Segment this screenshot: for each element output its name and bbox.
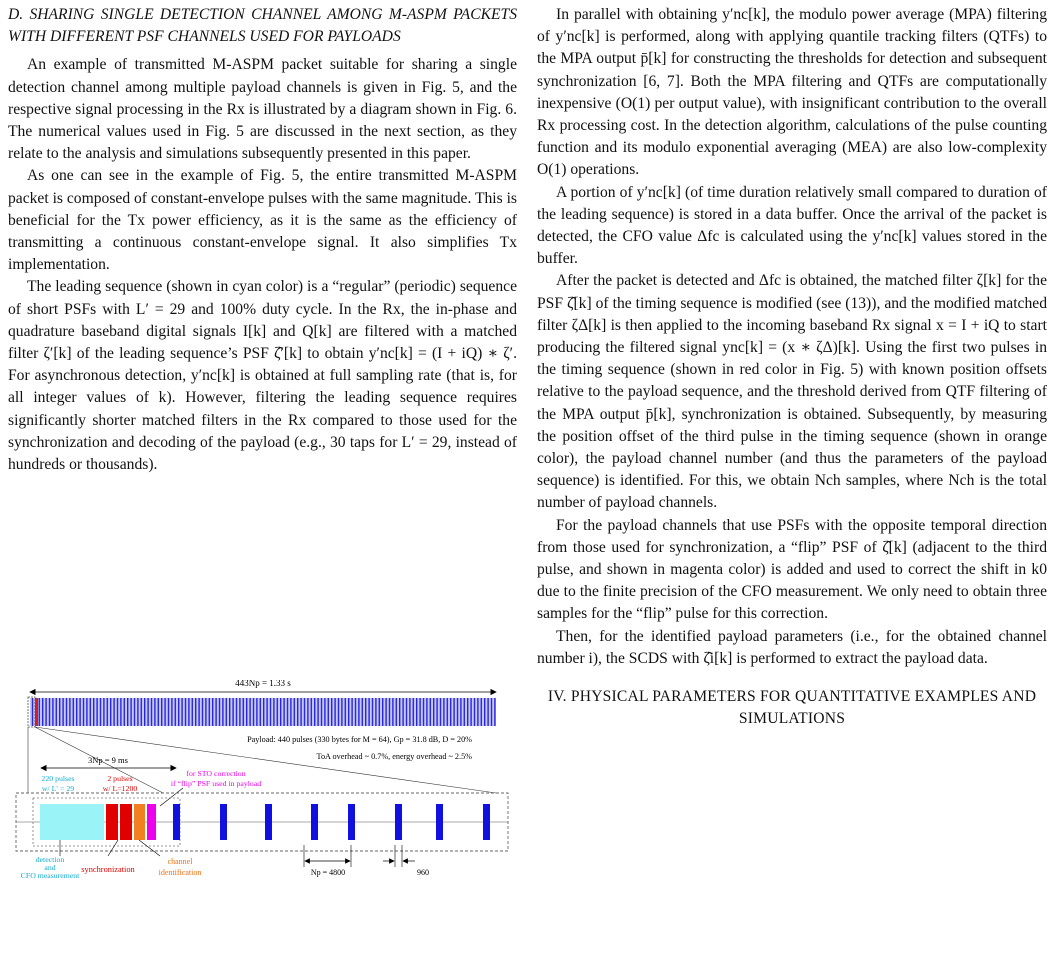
channel-pointer: [139, 840, 160, 856]
paragraph: Then, for the identified payload parameters (i.e., for the obtained channel number i), the SCDS with ζ̂i[k] is performed to extract the payload data.: [537, 627, 1047, 667]
spacing-label: 960: [417, 868, 429, 877]
leading-label-line2: w/ L′ = 29: [41, 784, 75, 793]
sync-label-line2: w/ L=1200: [102, 784, 138, 793]
sto-label-line1: for STO correction: [186, 769, 246, 778]
leading-label-line1: 220 pulses: [41, 774, 75, 783]
payload-pulse: [395, 804, 402, 840]
paragraph: For the payload channels that use PSFs with the opposite temporal direction from those used for synchronization, a “flip” PSF of ζ̂[k] (adjacent to the third pulse, and shown in magenta color) is added and used to correct the shift in k0 due to the finite precision of the CFO measurement. We only need to obtain three samples for the “flip” pulse for this correction.: [537, 516, 1047, 623]
np-label: Np = 4800: [310, 868, 346, 877]
sync-pulse-2: [120, 804, 132, 840]
payload-label: Payload: 440 pulses (330 bytes for M = 64), Gp = 31.8 dB, D = 20%: [247, 735, 472, 744]
channel-label-line1: channel: [167, 857, 193, 866]
flip-pulse: [147, 804, 156, 840]
paragraph: As one can see in the example of Fig. 5, the entire transmitted M-ASPM packet is composed of constant-envelope pulses with the same magnitude. This is beneficial for the Tx power efficiency, as it is the same as the efficiency of transmitting a continuous constant-envelope signal. It also simplifies Tx implementation.: [8, 167, 517, 274]
sync-overview-segment: [35, 698, 38, 726]
overhead-label: ToA overhead ~ 0.7%, energy overhead ~ 2.5%: [316, 752, 472, 761]
channel-id-pulse: [134, 804, 145, 840]
payload-pulse: [220, 804, 227, 840]
sync-pointer: [108, 840, 118, 856]
paragraph: An example of transmitted M-ASPM packet suitable for sharing a single detection channel among multiple payload channels is given in Fig. 5, and the respective signal processing in the Rx is illustrated by a diagram shown in Fig. 6. The numerical values used in Fig. 5 are discussed in the next section, as they relate to the analysis and simulations subsequently presented in this paper.: [8, 56, 517, 163]
paragraph: A portion of y′nc[k] (of time duration relatively small compared to duration of the leading sequence) is stored in a data buffer. Once the arrival of the packet is detected, the CFO value Δfc is calculated using the y′nc[k] values stored in the buffer.: [537, 183, 1047, 268]
figure-5-packet-diagram: [8, 680, 518, 962]
synchronization-label: synchronization: [81, 865, 135, 874]
paragraph: In parallel with obtaining y′nc[k], the modulo power average (MPA) filtering of y′nc[k] is performed, along with applying quantile tracking filters (QTFs) to the MPA output p̄[k] for constructing the thresholds for detection and subsequent synchronization [6, 7]. Both the MPA filtering and QTFs are computationally inexpensive (O(1) per output value), with insignificant contribution to the overall Rx processing cost. In the detection algorithm, calculations of the pulse counting function and its modulo exponential averaging (MEA) are also low-complexity O(1) operations.: [537, 6, 1047, 179]
section-heading: IV. PHYSICAL PARAMETERS FOR QUANTITATIVE EXAMPLES AND SIMULATIONS: [547, 688, 1037, 728]
sto-label-line2: if “flip” PSF used in payload: [170, 779, 262, 788]
channel-label-line2: identification: [158, 868, 202, 877]
payload-overview-bar: [30, 698, 496, 726]
leading-sequence-block: [40, 804, 104, 840]
sync-label-line1: 2 pulses: [107, 774, 133, 783]
sto-pointer: [160, 788, 183, 806]
paragraph: After the packet is detected and Δfc is obtained, the matched filter ζ[k] for the PSF ζ̂[k] of the timing sequence is modified (see (13)), and the modified matched filter ζΔ[k] is then applied to the incoming baseband Rx signal x = I + iQ to start producing the filtered signal ync[k] = (x ∗ ζΔ)[k]. Using the first two pulses in the timing sequence (shown in red color in Fig. 5) with known position offsets relative to the payload sequence, and the threshold derived from QTF filtering of the MPA output p̄[k], synchronization is obtained. Subsequently, by measuring the position offset of the third pulse in the timing sequence (shown in orange color), the payload channel number (and thus the parameters of the payload sequence) is identified. For this, we obtain Nch samples, where Nch is the total number of payload channels.: [537, 272, 1047, 512]
sync-pulse-1: [106, 804, 118, 840]
paragraph: The leading sequence (shown in cyan color) is a “regular” (periodic) sequence of short PSFs with L′ = 29 and 100% duty cycle. In the Rx, the in-phase and quadrature baseband digital signals I[k] and Q[k] are filtered with a matched filter ζ′[k] of the leading sequence’s PSF ζ̂′[k] to obtain y′nc[k] = (I + iQ) ∗ ζ′. For asynchronous detection, y′nc[k] is obtained at full sampling rate (that is, for all integer values of k). However, filtering the leading sequence requires significantly shorter matched filters in the Rx compared to those used for the synchronization and decoding of the payload (e.g., 30 taps for L′ = 29, instead of hundreds or thousands).: [8, 278, 517, 474]
detection-label-line3: CFO measurement: [20, 871, 80, 880]
detection-label-line1: detection: [35, 855, 65, 864]
left-column: [8, 4, 517, 476]
subsection-heading: D. SHARING SINGLE DETECTION CHANNEL AMONG M-ASPM PACKETS WITH DIFFERENT PSF CHANNELS USED FOR PAYLOADS: [8, 6, 517, 46]
total-duration-label: 443Np = 1.33 s: [235, 680, 291, 688]
payload-pulse: [265, 804, 272, 840]
zoom-duration-label: 3Np = 9 ms: [88, 755, 128, 765]
payload-pulse: [436, 804, 443, 840]
payload-pulse: [348, 804, 355, 840]
payload-pulse: [311, 804, 318, 840]
detection-label-line2: and: [44, 863, 56, 872]
payload-pulse: [483, 804, 490, 840]
payload-pulse: [173, 804, 180, 840]
right-column: [537, 4, 1047, 731]
